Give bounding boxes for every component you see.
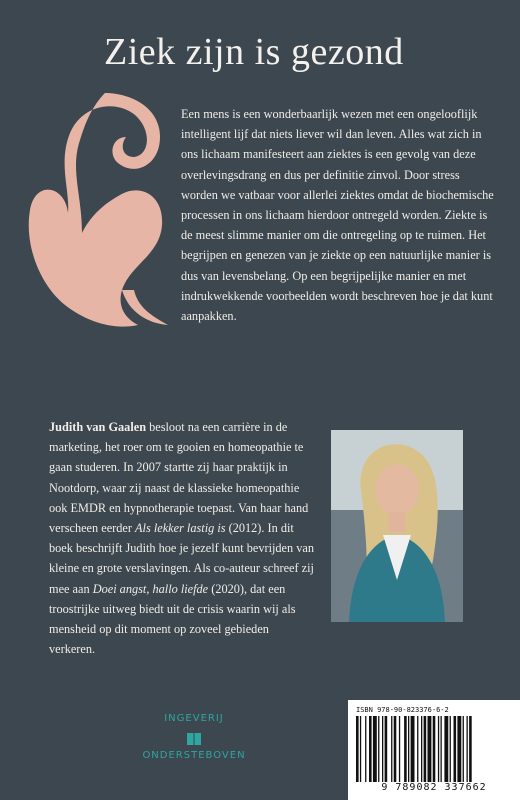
publisher-logo	[139, 713, 249, 761]
book-title-2: Doei angst, hallo liefde	[92, 581, 209, 596]
publisher-top-text: INGEVERIJ	[164, 713, 224, 724]
author-name: Judith van Gaalen	[49, 420, 147, 434]
bio-text-2: (2012). In dit boek beschrijft Judith hoe je jezelf kunt bevrijden van kleine en grote verslavingen. Als co-auteur schreef zij mee aan	[49, 521, 314, 596]
publisher-bottom-text: ONDERSTEBOVEN	[142, 750, 246, 761]
back-cover-blurb: Een mens is een wonderbaarlijk wezen met een ongelooflijk intelligent lijf dat niets liever wil dan leven. Alles wat zich in ons lichaam manifesteert aan ziektes is een gevolg van deze overlevingsdrang en dus per definitie zinvol. Door stress worden we vatbaar voor allerlei ziektes omdat de biochemische processen in ons lichaam hierdoor ontregeld worden. Ziekte is de meest slimme manier om die ontregeling op te ruimen. Het begrijpen en genezen van je ziekte op een natuurlijke manier is dus van levensbelang. Op een begrijpelijke manier en met indrukwekkende voorbeelden wordt beschreven hoe je dat kunt aanpakken.	[181, 107, 494, 324]
book-title: Ziek zijn is gezond	[104, 31, 404, 73]
book-icon	[185, 730, 203, 748]
ean-text: 9 789082 337662	[381, 782, 487, 793]
book-title-1: Als lekker lastig is	[135, 521, 226, 536]
bio-text-1: besloot na een carrière in de marketing, het roer om te gooien en homeopathie te gaan studeren. In 2007 startte zij haar praktijk in Nootdorp, waar zij naast de klassieke homeopathie ook EMDR en hypnotherapie toepast. Van haar hand verscheen eerder	[49, 420, 309, 536]
isbn-text: ISBN 978-90-823376-6-2	[356, 706, 449, 714]
barcode-bars-icon	[354, 716, 512, 782]
leaf-ornament-icon	[10, 85, 185, 335]
author-bio	[49, 417, 317, 659]
bio-text-3: (2020), dat een troostrijke uitweg biedt uit de crisis waarin wij als mensheid op dit moment op zoveel gebieden verkeren.	[49, 581, 296, 657]
author-photo	[331, 430, 463, 622]
barcode	[348, 700, 520, 800]
